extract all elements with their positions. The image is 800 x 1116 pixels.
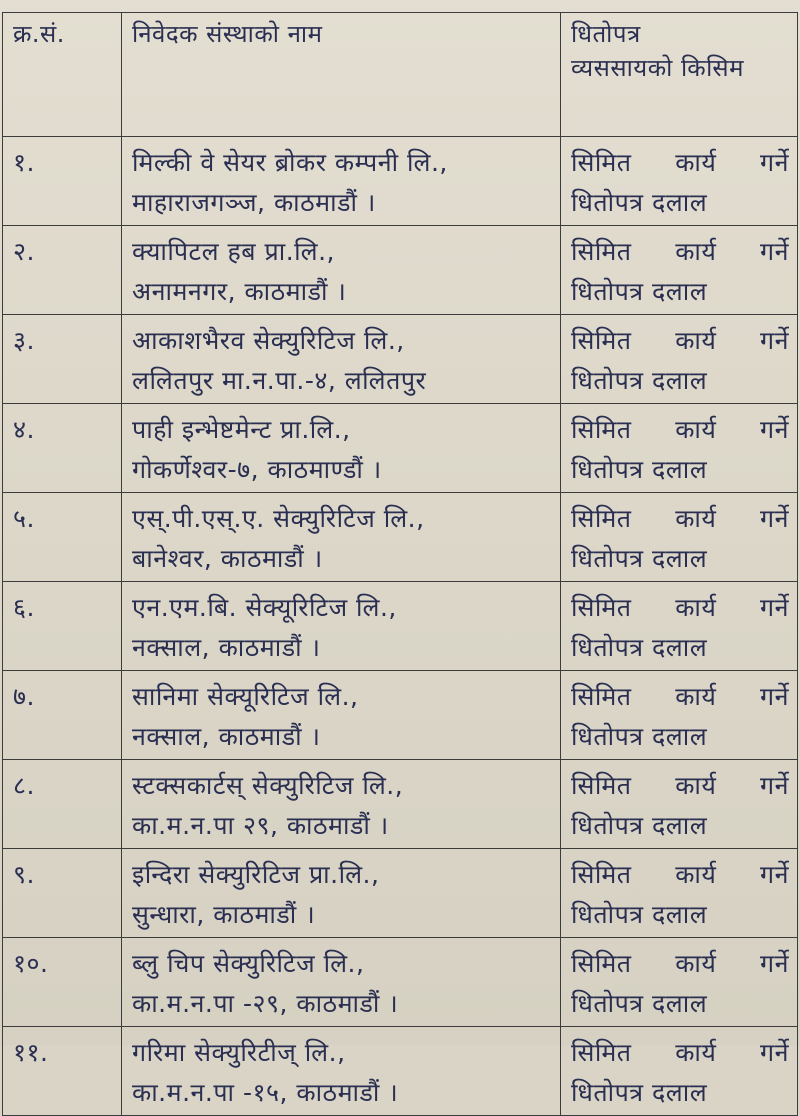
business-type-cell [561, 671, 798, 760]
serial-cell [3, 226, 122, 315]
applicant-address: माहाराजगञ्ज, काठमाडौं । [132, 188, 376, 217]
applicant-name-cell [122, 582, 561, 671]
business-type-line2: धितोपत्र दलाल [571, 277, 708, 306]
applicant-name: ब्लु चिप सेक्युरिटिज लि., [132, 949, 365, 978]
table-row [3, 315, 798, 404]
business-type-cell [561, 1027, 798, 1116]
applicant-name: क्यापिटल हब प्रा.लि., [132, 237, 335, 266]
business-type-line2: धितोपत्र दलाल [571, 722, 708, 751]
serial-cell [3, 315, 122, 404]
business-type-line1: सिमित कार्य गर्ने [571, 415, 789, 444]
header-serial [3, 13, 122, 137]
business-type-line1: सिमित कार्य गर्ने [571, 593, 789, 622]
business-type-line2: धितोपत्र दलाल [571, 811, 708, 840]
serial-number: १०. [13, 949, 49, 978]
applicant-name: सानिमा सेक्यूरिटिज लि., [132, 682, 359, 711]
business-type-line1: सिमित कार्य गर्ने [571, 148, 789, 177]
applicant-name: पाही इन्भेष्टमेन्ट प्रा.लि., [132, 415, 351, 444]
business-type-cell [561, 760, 798, 849]
business-type-line2: धितोपत्र दलाल [571, 455, 708, 484]
header-name-text: निवेदक संस्थाको नाम [132, 20, 323, 48]
business-type-line2: धितोपत्र दलाल [571, 188, 708, 217]
applicant-table-body [3, 13, 798, 1116]
business-type-line1: सिमित कार्य गर्ने [571, 1038, 789, 1067]
applicant-address: सुन्धारा, काठमाडौं । [132, 900, 316, 929]
serial-cell [3, 404, 122, 493]
serial-number: १. [13, 148, 35, 177]
business-type-cell [561, 582, 798, 671]
serial-cell [3, 671, 122, 760]
serial-number: ८. [13, 771, 35, 800]
table-row [3, 849, 798, 938]
table-row [3, 1027, 798, 1116]
applicant-address: नक्साल, काठमाडौं । [132, 722, 321, 751]
applicant-address: का.म.न.पा -२९, काठमाडौं । [132, 989, 399, 1018]
business-type-cell [561, 849, 798, 938]
serial-number: ४. [13, 415, 35, 444]
serial-cell [3, 1027, 122, 1116]
applicant-name-cell [122, 493, 561, 582]
header-kind-line2: व्यससायको किसिम [571, 54, 744, 82]
applicant-name-cell [122, 315, 561, 404]
serial-number: ५. [13, 504, 35, 533]
applicant-name: मिल्की वे सेयर ब्रोकर कम्पनी लि., [132, 148, 448, 177]
serial-number: ६. [13, 593, 35, 622]
business-type-line1: सिमित कार्य गर्ने [571, 237, 789, 266]
serial-number: २. [13, 237, 35, 266]
table-row [3, 760, 798, 849]
business-type-cell [561, 137, 798, 226]
applicant-table [2, 12, 798, 1116]
table-row [3, 493, 798, 582]
business-type-cell [561, 404, 798, 493]
table-row [3, 582, 798, 671]
header-kind [561, 13, 798, 137]
applicant-name-cell [122, 404, 561, 493]
applicant-name-cell [122, 849, 561, 938]
business-type-cell [561, 315, 798, 404]
serial-number: ७. [13, 682, 35, 711]
table-row [3, 938, 798, 1027]
table-row [3, 226, 798, 315]
applicant-address: बानेश्वर, काठमाडौं । [132, 544, 323, 573]
applicant-address: अनामनगर, काठमाडौं । [132, 277, 347, 306]
business-type-line2: धितोपत्र दलाल [571, 989, 708, 1018]
business-type-line1: सिमित कार्य गर्ने [571, 860, 789, 889]
serial-number: ११. [13, 1038, 49, 1067]
business-type-cell [561, 226, 798, 315]
business-type-line1: सिमित कार्य गर्ने [571, 326, 789, 355]
applicant-address: का.म.न.पा २९, काठमाडौं । [132, 811, 389, 840]
applicant-name: गरिमा सेक्युरिटीज् लि., [132, 1038, 346, 1067]
applicant-name: इन्दिरा सेक्युरिटिज प्रा.लि., [132, 860, 380, 889]
applicant-name: एन.एम.बि. सेक्यूरिटिज लि., [132, 593, 397, 622]
business-type-line2: धितोपत्र दलाल [571, 544, 708, 573]
business-type-line2: धितोपत्र दलाल [571, 900, 708, 929]
header-name [122, 13, 561, 137]
applicant-address: नक्साल, काठमाडौं । [132, 633, 321, 662]
business-type-line1: सिमित कार्य गर्ने [571, 682, 789, 711]
serial-number: ९. [13, 860, 35, 889]
applicant-name-cell [122, 760, 561, 849]
applicant-name: आकाशभैरव सेक्युरिटिज लि., [132, 326, 405, 355]
business-type-line1: सिमित कार्य गर्ने [571, 949, 789, 978]
business-type-line2: धितोपत्र दलाल [571, 633, 708, 662]
applicant-address: ललितपुर मा.न.पा.-४, ललितपुर [132, 366, 427, 395]
serial-number: ३. [13, 326, 35, 355]
applicant-name: एस्.पी.एस्.ए. सेक्युरिटिज लि., [132, 504, 425, 533]
applicant-name-cell [122, 137, 561, 226]
serial-cell [3, 938, 122, 1027]
business-type-cell [561, 493, 798, 582]
table-header-row [3, 13, 798, 137]
table-row [3, 671, 798, 760]
applicant-name-cell [122, 938, 561, 1027]
table-row [3, 404, 798, 493]
business-type-line1: सिमित कार्य गर्ने [571, 771, 789, 800]
serial-cell [3, 493, 122, 582]
header-serial-text: क्र.सं. [13, 20, 65, 48]
serial-cell [3, 582, 122, 671]
header-kind-line1: धितोपत्र [571, 20, 641, 48]
business-type-cell [561, 938, 798, 1027]
business-type-line2: धितोपत्र दलाल [571, 366, 708, 395]
applicant-name-cell [122, 671, 561, 760]
applicant-name-cell [122, 1027, 561, 1116]
applicant-name-cell [122, 226, 561, 315]
applicant-address: गोकर्णेश्वर-७, काठमाण्डौं । [132, 455, 382, 484]
serial-cell [3, 849, 122, 938]
applicant-address: का.म.न.पा -१५, काठमाडौं । [132, 1078, 399, 1107]
business-type-line2: धितोपत्र दलाल [571, 1078, 708, 1107]
applicant-name: स्टक्सकार्टस् सेक्युरिटिज लि., [132, 771, 404, 800]
serial-cell [3, 760, 122, 849]
serial-cell [3, 137, 122, 226]
business-type-line1: सिमित कार्य गर्ने [571, 504, 789, 533]
table-row [3, 137, 798, 226]
